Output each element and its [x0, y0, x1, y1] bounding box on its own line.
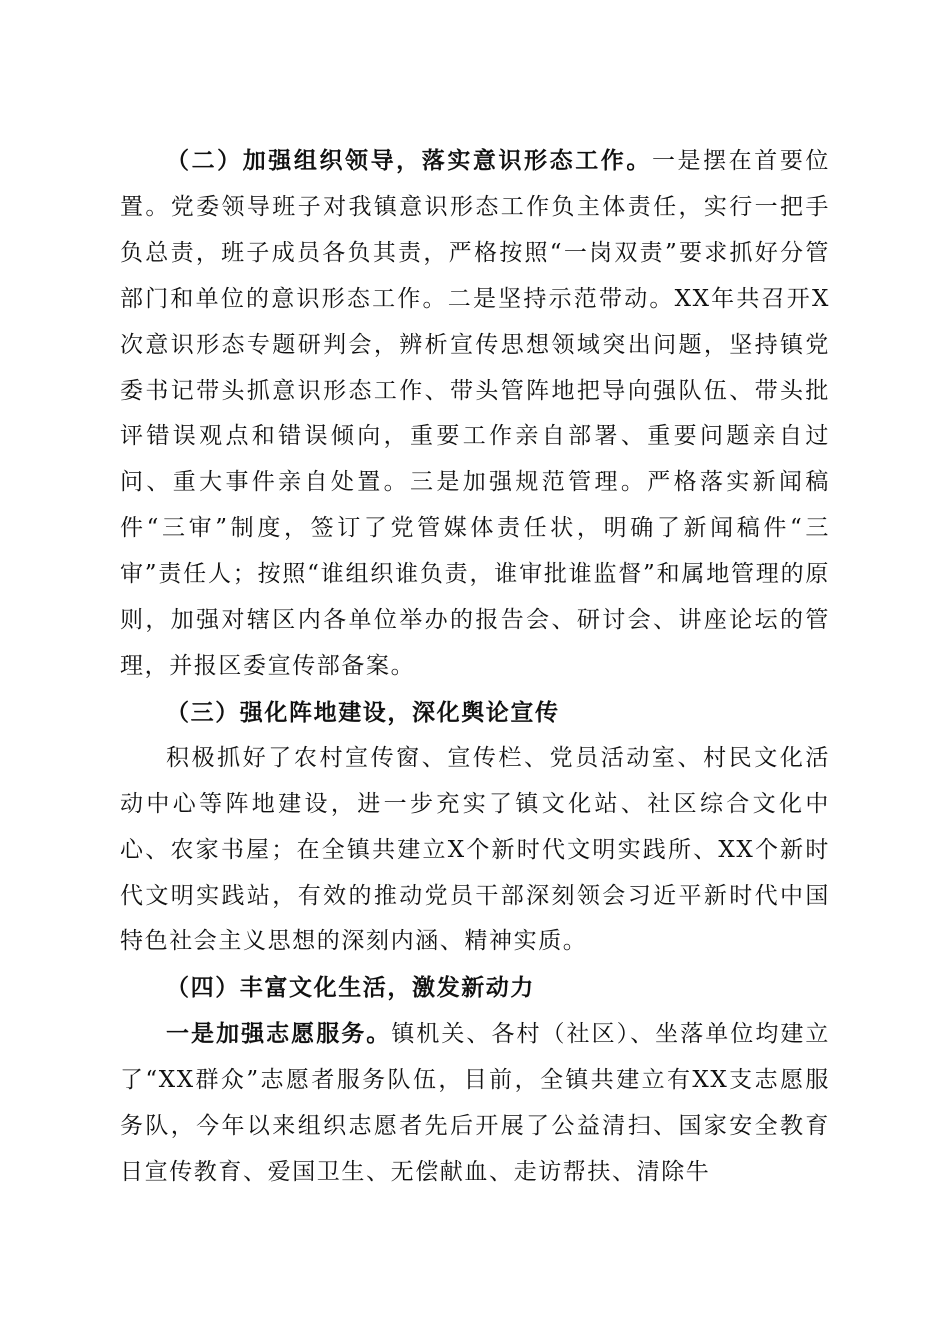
section-3-title: （三）强化阵地建设，深化舆论宣传: [166, 698, 560, 726]
document-body: [120, 138, 830, 1196]
section-4-body: 镇机关、各村（社区）、坐落单位均建立了“XX群众”志愿者服务队伍，目前，全镇共建立有XX支志愿服务队，今年以来组织志愿者先后开展了公益清扫、国家安全教育日宣传教育、爱国卫生、无偿献血、走访帮扶、清除牛: [120, 1021, 830, 1185]
section-4-paragraph: [120, 1011, 830, 1196]
section-4-lead: 一是加强志愿服务。: [166, 1020, 392, 1048]
section-2-title: （二）加强组织领导，落实意识形态工作。: [166, 147, 652, 174]
section-4-title: （四）丰富文化生活，激发新动力: [166, 974, 535, 1002]
section-3-body: 积极抓好了农村宣传窗、宣传栏、党员活动室、村民文化活动中心等阵地建设，进一步充实了镇文化站、社区综合文化中心、农家书屋；在全镇共建立X个新时代文明实践所、XX个新时代文明实践站，有效的推动党员干部深刻领会习近平新时代中国特色社会主义思想的深刻内涵、精神实质。: [120, 744, 830, 955]
section-2-paragraph: [120, 138, 830, 690]
section-2-body: 一是摆在首要位置。党委领导班子对我镇意识形态工作负主体责任，实行一把手负总责，班子成员各负其责，严格按照“一岗双责”要求抓好分管部门和单位的意识形态工作。二是坚持示范带动。XX年共召开X次意识形态专题研判会，辨析宣传思想领域突出问题，坚持镇党委书记带头抓意识形态工作、带头管阵地把导向强队伍、带头批评错误观点和错误倾向，重要工作亲自部署、重要问题亲自过问、重大事件亲自处置。三是加强规范管理。严格落实新闻稿件“三审”制度，签订了党管媒体责任状，明确了新闻稿件“三审”责任人；按照“谁组织谁负责，谁审批谁监督”和属地管理的原则，加强对辖区内各单位举办的报告会、研讨会、讲座论坛的管理，并报区委宣传部备案。: [120, 148, 830, 679]
